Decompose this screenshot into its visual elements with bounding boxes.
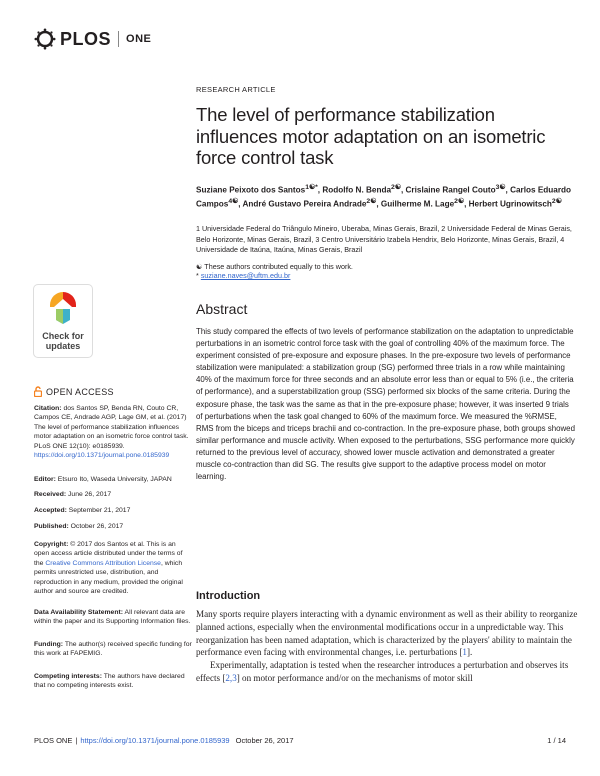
data-availability-text: All relevant data are within the paper and its Supporting Information files. <box>34 609 191 626</box>
accepted-text: September 21, 2017 <box>68 507 131 514</box>
intro-p2-end: ] on motor performance and/or on the mechanisms of motor skill <box>236 672 473 683</box>
competing-interests-label: Competing interests: <box>34 673 102 680</box>
received-block <box>34 490 192 499</box>
page-number: 1 / 14 <box>547 736 566 745</box>
abstract-heading: Abstract <box>196 301 248 317</box>
footer-doi-link[interactable]: https://doi.org/10.1371/journal.pone.0185939 <box>80 736 230 745</box>
citation-ref-2-3[interactable]: 2,3 <box>225 672 237 683</box>
published-label: Published: <box>34 523 69 530</box>
intro-p1-end: ]. <box>466 647 473 658</box>
author[interactable]: André Gustavo Pereira Andrade <box>242 199 367 209</box>
data-availability-block <box>34 608 192 627</box>
contribution-note: ☯ These authors contributed equally to this work. <box>196 262 353 271</box>
citation-ref-1[interactable]: 1 <box>462 647 467 658</box>
author-list: Suziane Peixoto dos Santos$^{1☯*}$, Rodolfo N. Benda$^{2☯}$, Crislaine Rangel Couto$^{3☯}$, Carlos Eduardo Campos$^{4☯}$, André Gustavo Pereira Andrade$^{2☯}$, Guilherme M. Lage$^{2☯}$, Herbert Ugrinowitsch$^{2☯}$ <box>196 184 572 209</box>
abstract-text: This study compared the effects of two levels of performance stabilization on the adaptation to unpredictable perturbations in an isometric control force task with the goal of controlling 40% of the maximum force. The experiment consisted of pre-exposure and exposure phases. In the pre-exposure two levels of performance stabilization were manipulated: a stabilization group (SG) performed three trials in a row while maintaining 40% of the maximum force for three seconds and an absolute error less than or equal to 5% (i.e., the criteria of performance), and a superstabilization group (SSG) performed six blocks of the same criteria. During the exposure phase, the task was the same as that in the pre-exposure phase; however, it was inserted 9 trials of perturbations when the task goal changed to 60% of the maximum force. We measured the %RMSE, RMS from the biceps and triceps brachii and co-contraction. In the pre-exposure phase, both groups showed similar performance and muscle activity. When exposed to the perturbations, SSG performance more quickly returned to the previous level of accuracy, showed lower muscle activation and demonstrated a greater muscle co-contraction than did SG. The results give support to the adaptive process model on motor learning. <box>196 327 575 482</box>
crossmark-line1: Check for <box>42 331 84 341</box>
copyright-text-end: , which permits unrestricted use, distribution, and reproduction in any medium, provided the original author and source are credited. <box>34 559 183 596</box>
funding-block <box>34 640 192 659</box>
email-link[interactable]: suziane.naves@uftm.edu.br <box>200 271 291 280</box>
introduction-body <box>196 608 578 685</box>
author-sup: 2☯ <box>454 197 465 205</box>
citation-block <box>34 404 192 460</box>
editor-block <box>34 475 192 484</box>
data-availability-label: Data Availability Statement: <box>34 609 124 616</box>
author-sup: 2☯ <box>391 184 401 191</box>
corresponding-email-line <box>196 271 290 282</box>
author-sup: 4☯ <box>228 197 239 205</box>
article-type: RESEARCH ARTICLE <box>196 85 276 94</box>
open-access-label <box>34 386 114 397</box>
funding-label: Funding: <box>34 641 64 648</box>
footer-separator: | <box>75 736 78 745</box>
author-sup: 1☯* <box>305 184 318 191</box>
author-sup: 2☯ <box>551 197 562 205</box>
affiliations: 1 Universidade Federal do Triângulo Mineiro, Uberaba, Minas Gerais, Brazil, 2 Universidade Federal de Minas Gerais, Belo Horizonte, Minas Gerais, Brazil, 3 Centro Universitário Izabela Hendrix, Belo Horizonte, Minas Gerais, Brazil, 4 Universidade de Itaúna, Itaúna, Minas Gerais, Brazil <box>196 224 572 254</box>
footer-journal: PLOS ONE <box>34 736 73 745</box>
editor-text: Etsuro Ito, Waseda University, JAPAN <box>57 476 172 483</box>
author[interactable]: Herbert Ugrinowitsch <box>468 199 552 209</box>
intro-paragraph-1 <box>196 608 578 659</box>
author[interactable]: Crislaine Rangel Couto <box>405 185 496 195</box>
citation-text: dos Santos SP, Benda RN, Couto CR, Campos CE, Andrade AGP, Lage GM, et al. (2017) The level of performance stabilization influences motor adaptation on an isometric force control task. PLoS ONE 12(10): e0185939. <box>34 405 189 450</box>
open-lock-icon <box>34 386 42 397</box>
crossmark-icon <box>48 290 78 326</box>
email-marker: * <box>196 271 199 280</box>
published-text: October 26, 2017 <box>70 523 124 530</box>
accepted-label: Accepted: <box>34 507 67 514</box>
author-sup: 3☯ <box>495 184 506 191</box>
received-label: Received: <box>34 491 67 498</box>
author[interactable]: Rodolfo N. Benda <box>322 185 392 195</box>
copyright-label: Copyright: <box>34 541 69 548</box>
author-sup: 2☯ <box>366 197 377 205</box>
copyright-block <box>34 540 192 596</box>
intro-p1-text: Many sports require players interacting with a dynamic environment as well as their ability to reorganize planned actions, especially when the environmental modifications occur in a unpredictable way. This reorganization has been named adaptation, which is characterized by the players' ability to maintain the performance even facing with environmental changes, i.e. perturbations [ <box>196 609 578 658</box>
open-access-text: OPEN ACCESS <box>46 386 114 397</box>
plos-logo <box>34 28 151 50</box>
published-block <box>34 522 192 531</box>
author[interactable]: Guilherme M. Lage <box>380 199 455 209</box>
editor-label: Editor: <box>34 476 56 483</box>
author[interactable]: Carlos Eduardo Campos <box>196 185 572 209</box>
license-link[interactable]: Creative Commons Attribution License <box>45 559 161 567</box>
footer-date: October 26, 2017 <box>235 736 294 745</box>
article-title: The level of performance stabilization influences motor adaptation on an isometric force control task <box>196 104 546 168</box>
received-text: June 26, 2017 <box>68 491 112 498</box>
intro-paragraph-2 <box>196 659 578 685</box>
competing-interests-block <box>34 672 192 691</box>
introduction-heading: Introduction <box>196 590 261 602</box>
page-footer <box>34 736 566 745</box>
citation-label: Citation: <box>34 405 62 412</box>
funding-text: The author(s) received specific funding for this work at FAPEMIG. <box>34 641 192 658</box>
author[interactable]: Suziane Peixoto dos Santos <box>196 185 306 195</box>
citation-doi-link[interactable]: https://doi.org/10.1371/journal.pone.0185939 <box>34 452 170 460</box>
accepted-block <box>34 506 192 515</box>
logo-divider <box>118 31 119 47</box>
copyright-text: © 2017 dos Santos et al. This is an open access article distributed under the terms of the <box>34 541 183 567</box>
competing-interests-text: The authors have declared that no competing interests exist. <box>34 673 185 690</box>
check-for-updates-badge[interactable] <box>34 285 92 357</box>
crossmark-line2: updates <box>45 341 81 351</box>
plos-logo-icon <box>34 28 56 50</box>
intro-p2-text: Experimentally, adaptation is tested when the researcher introduces a perturbation and observes its effects [ <box>196 660 569 683</box>
plos-wordmark: PLOS <box>60 28 112 49</box>
journal-name: ONE <box>126 33 152 45</box>
